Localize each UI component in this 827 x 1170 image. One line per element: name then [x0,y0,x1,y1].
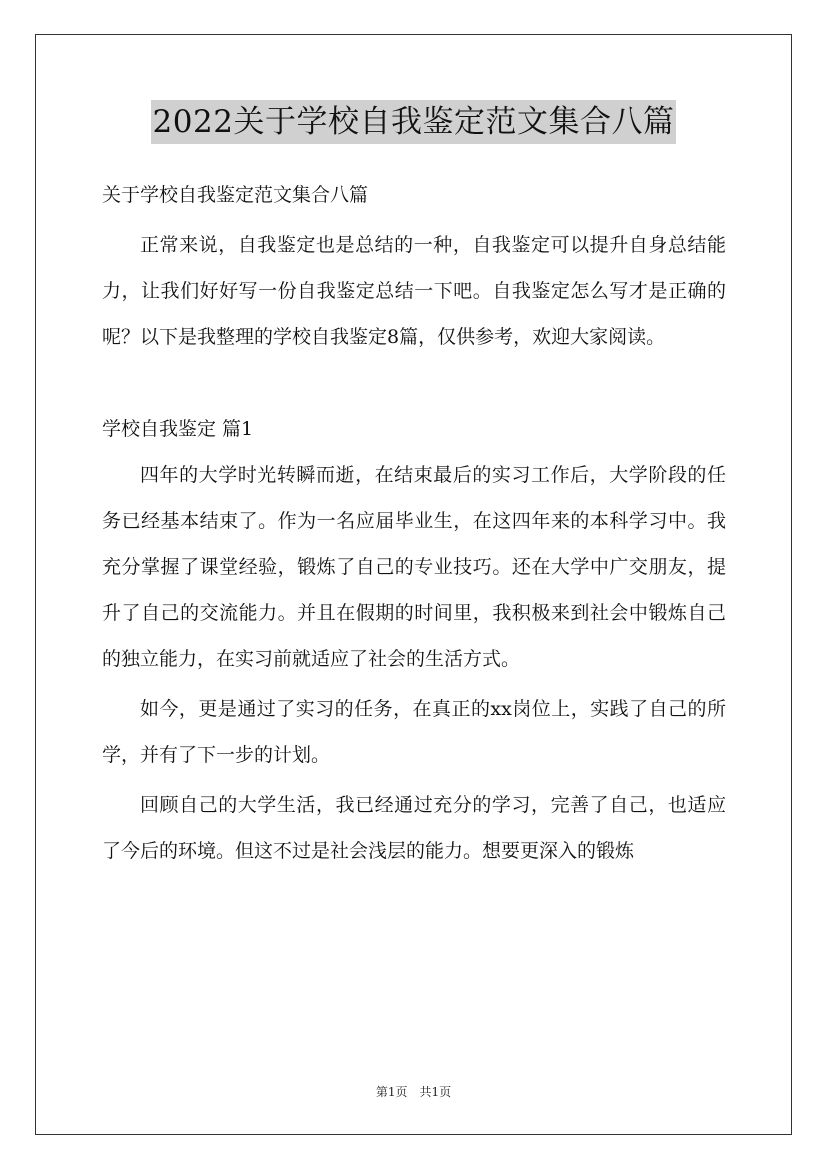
document-subtitle: 关于学校自我鉴定范文集合八篇 [102,184,369,206]
document-body [102,176,726,874]
page-number-label: 第1页 共1页 [375,1085,452,1099]
document-title: 2022关于学校自我鉴定范文集合八篇 [151,100,677,144]
page-footer [0,1083,827,1100]
section-heading: 学校自我鉴定 篇1 [102,418,254,440]
body-paragraph: 四年的大学时光转瞬而逝，在结束最后的实习工作后，大学阶段的任务已经基本结束了。作为一名应届毕业生，在这四年来的本科学习中。我充分掌握了课堂经验，锻炼了自己的专业技巧。还在大学中广交朋友，提升了自己的交流能力。并且在假期的时间里，我积极来到社会中锻炼自己的独立能力，在实习前就适应了社会的生活方式。 [102,464,726,670]
body-paragraph: 回顾自己的大学生活，我已经通过充分的学习，完善了自己，也适应了今后的环境。但这不过是社会浅层的能力。想要更深入的锻炼 [102,794,726,862]
title-container [0,100,827,144]
body-paragraph: 如今，更是通过了实习的任务，在真正的xx岗位上，实践了自己的所学，并有了下一步的计划。 [102,698,726,766]
intro-paragraph: 正常来说，自我鉴定也是总结的一种，自我鉴定可以提升自身总结能力，让我们好好写一份自我鉴定总结一下吧。自我鉴定怎么写才是正确的呢？以下是我整理的学校自我鉴定8篇，仅供参考，欢迎大家阅读。 [102,234,726,348]
